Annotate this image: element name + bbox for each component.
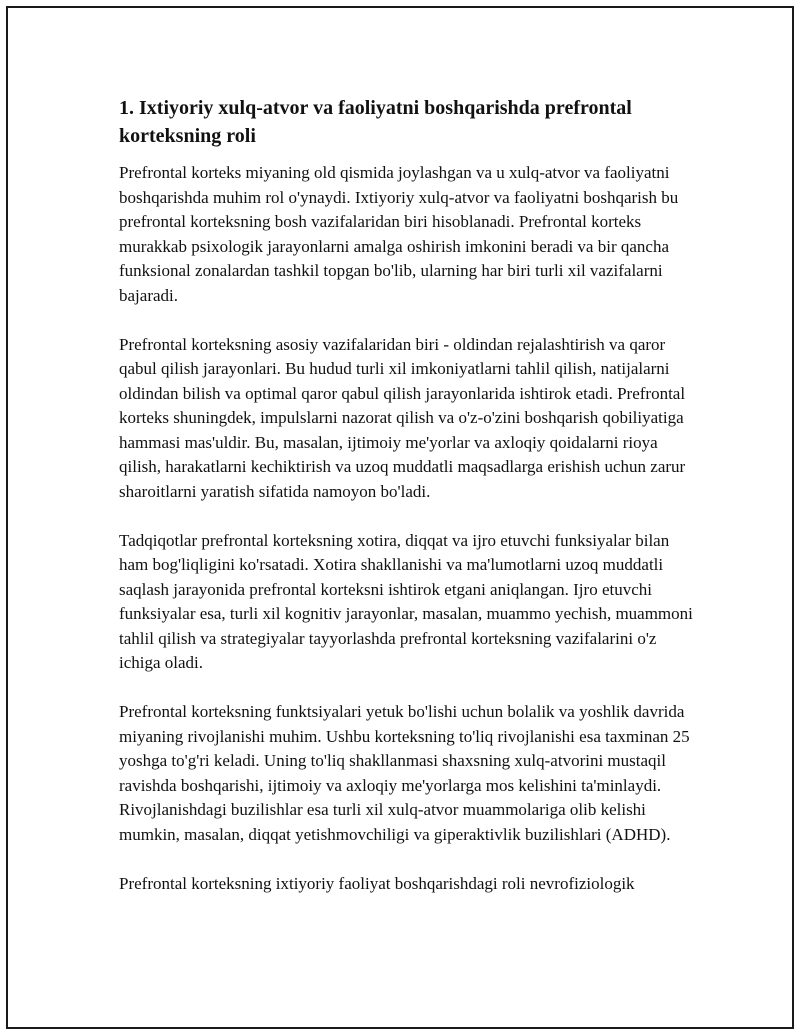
paragraph-3: Tadqiqotlar prefrontal korteksning xotira, diqqat va ijro etuvchi funksiyalar bilan ham bog'liqligini ko'rsatadi. Xotira shakllanishi va ma'lumotlarni uzoq muddatli saqlash jarayonida prefrontal korteksni ishtirok etgani aniqlangan. Ijro etuvchi funksiyalar esa, turli xil kognitiv jarayonlar, masalan, muammo yechish, muammoni tahlil qilish va strategiyalar tayyorlashda prefrontal korteksning vazifalarini o'z ichiga oladi. [119,530,693,672]
paragraph-4: Prefrontal korteksning funktsiyalari yetuk bo'lishi uchun bolalik va yoshlik davrida miyaning rivojlanishi muhim. Ushbu korteksning to'liq rivojlanishi esa taxminan 25 yoshga to'g'ri keladi. Uning to'liq shakllanmasi shaxsning xulq-atvorini mustaqil ravishda boshqarishi, ijtimoiy va axloqiy me'yorlarga mos kelishini ta'minlaydi. Rivojlanishdagi buzilishlar esa turli xil xulq-atvor muammolariga olib kelishi mumkin, masalan, diqqat yetishmovchiligi va giperaktivlik buzilishlari (ADHD). [119,702,690,844]
document-body [119,94,699,921]
page-frame [6,6,794,1029]
paragraph-5: Prefrontal korteksning ixtiyoriy faoliyat boshqarishdagi roli nevrofiziologik [119,873,635,893]
paragraph-2: Prefrontal korteksning asosiy vazifalaridan biri - oldindan rejalashtirish va qaror qabul qilish jarayonlari. Bu hudud turli xil imkoniyatlarni tahlil qilish, natijalarni oldindan bilish va optimal qaror qabul qilish jarayonlarida ishtirok etadi. Prefrontal korteks shuningdek, impulslarni nazorat qilish va o'z-o'zini boshqarish qobiliyatiga hammasi mas'uldir. Bu, masalan, ijtimoiy me'yorlar va axloqiy qoidalarni rioya qilish, harakatlarni kechiktirish va uzoq muddatli maqsadlarga erishish uchun zarur sharoitlarni yaratish sifatida namoyon bo'ladi. [119,334,686,501]
paragraph-1: Prefrontal korteks miyaning old qismida joylashgan va u xulq-atvor va faoliyatni boshqarishda muhim rol o'ynaydi. Ixtiyoriy xulq-atvor va faoliyatni boshqarish bu prefrontal korteksning bosh vazifalaridan biri hisoblanadi. Prefrontal korteks murakkab psixologik jarayonlarni amalga oshirish imkonini beradi va bir qancha funksional zonalardan tashkil topgan bo'lib, ularning har biri turli xil vazifalarni bajaradi. [119,163,679,305]
section-title: 1. Ixtiyoriy xulq-atvor va faoliyatni boshqarishda prefrontal korteksning roli [119,97,632,147]
